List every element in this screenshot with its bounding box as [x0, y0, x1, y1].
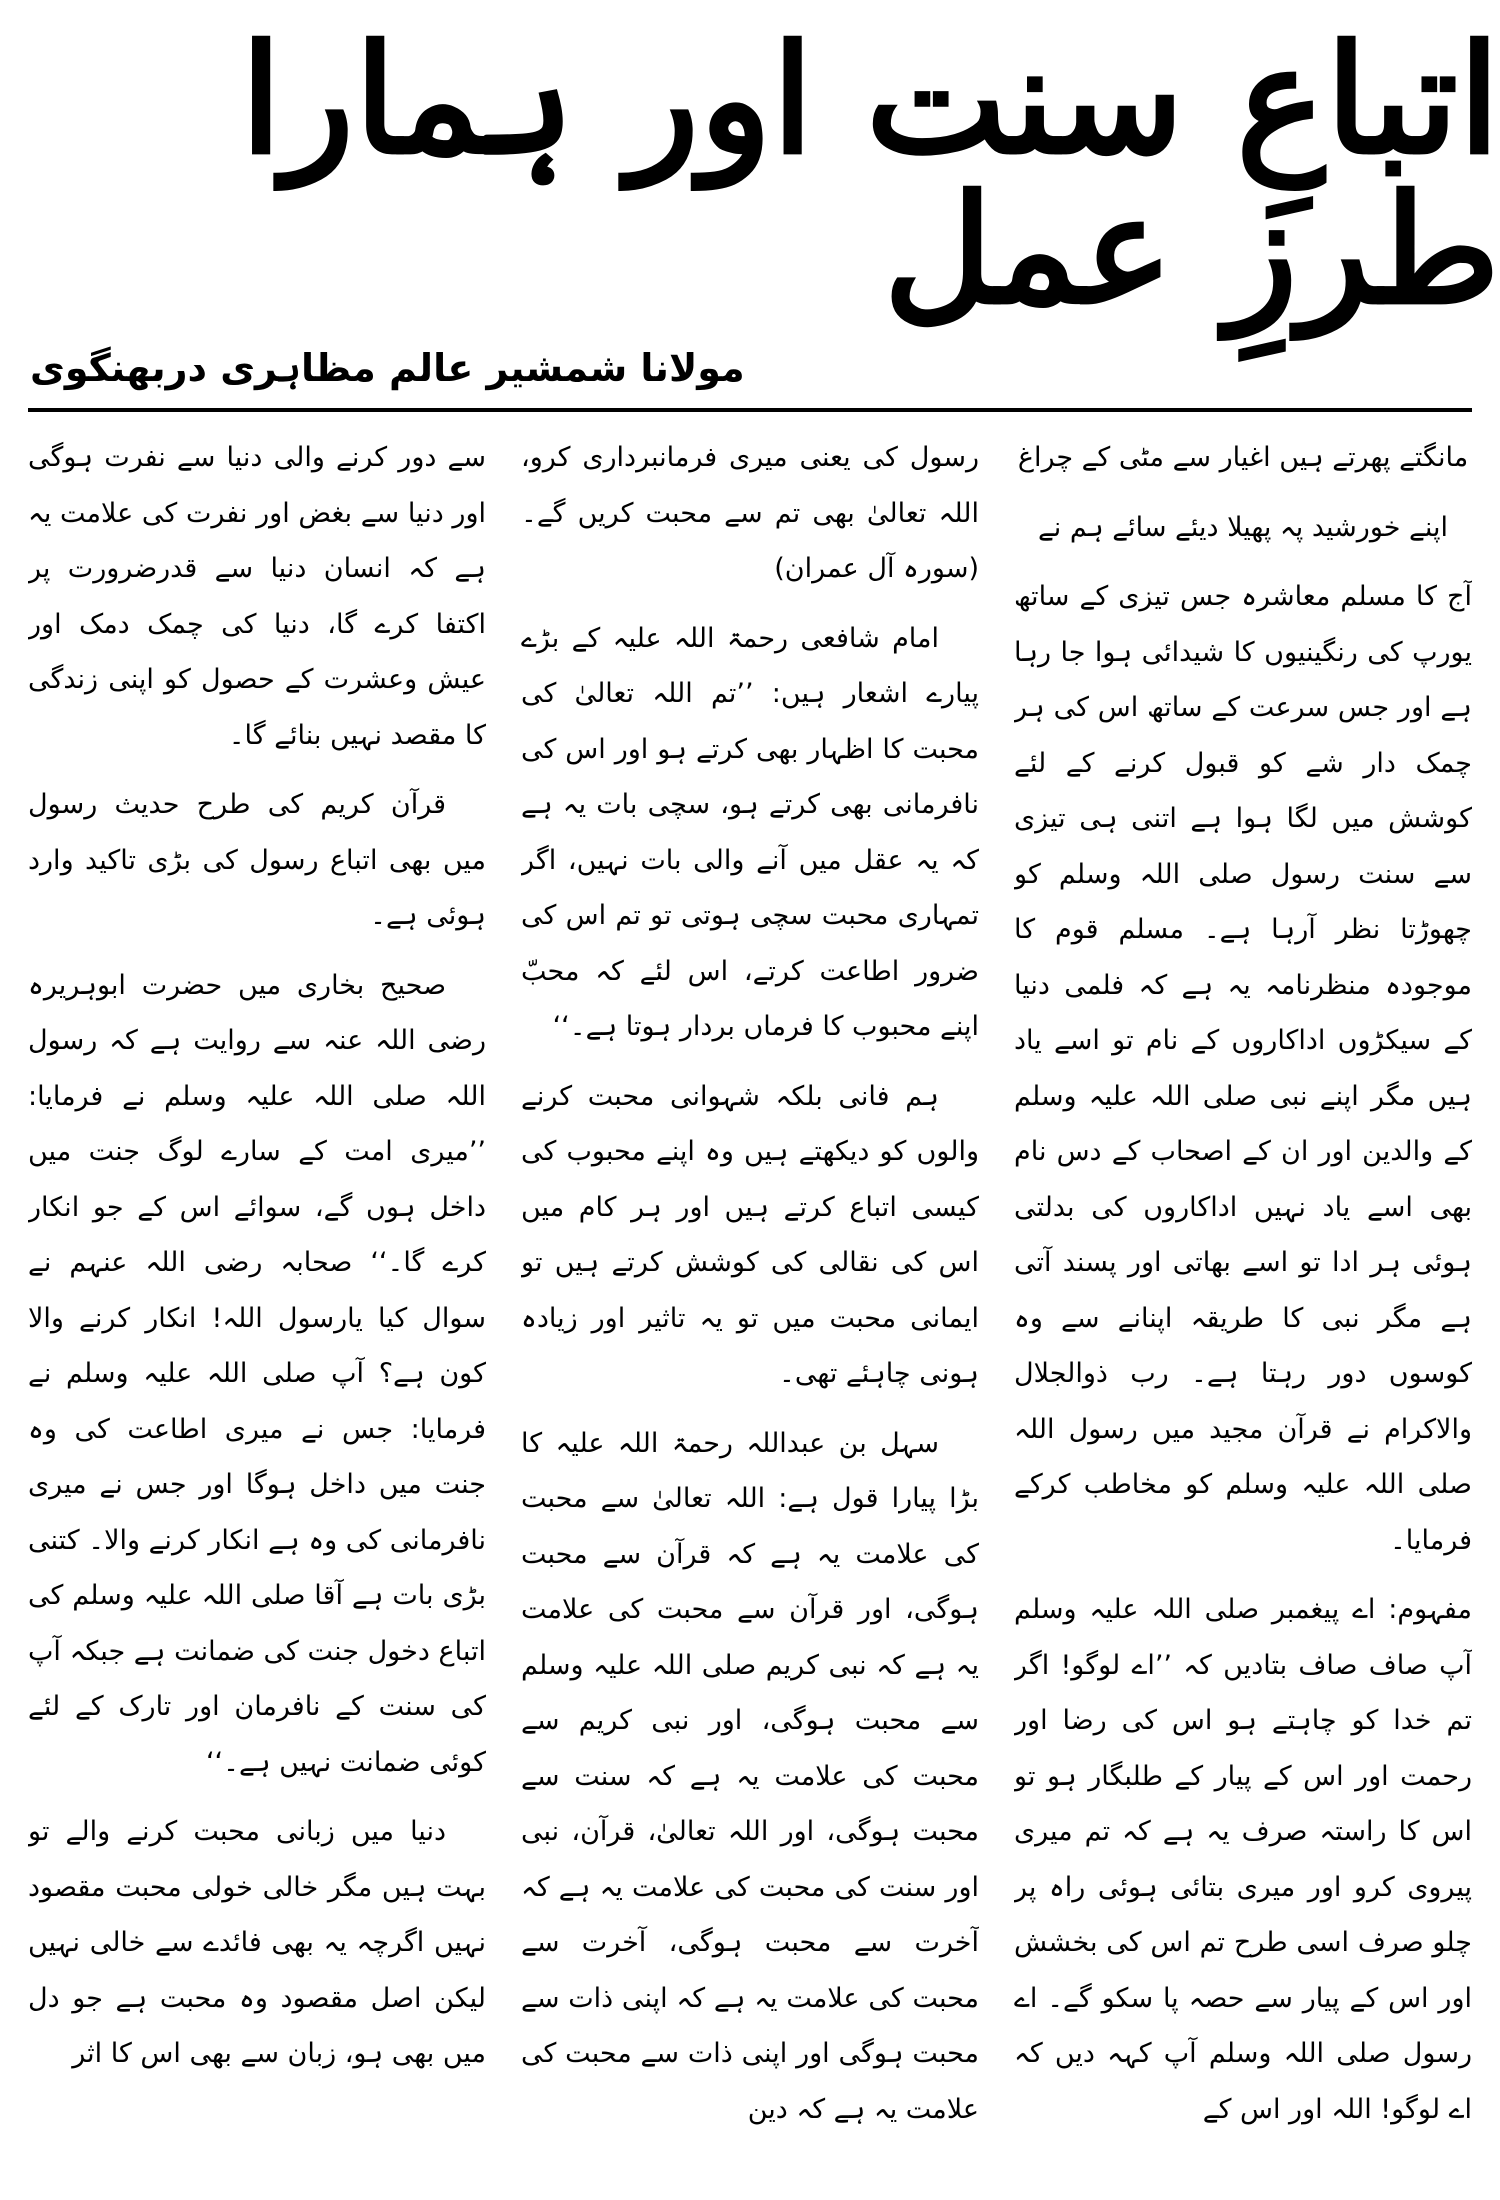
article-title: اتباعِ سنت اور ہمارا طرزِ عمل	[240, 12, 1500, 338]
paragraph: مفہوم: اے پیغمبر صلی اللہ علیہ وسلم آپ صاف صاف بتادیں کہ ’’اے لوگو! اگر تم خدا کو چاہتے ہو اس کی رضا اور رحمت اور اس کے پیار کے طلبگار ہو تو اس کا راستہ صرف یہ ہے کہ تم میری پیروی کرو اور میری بتائی ہوئی راہ پر چلو صرف اسی طرح تم اس کی بخشش اور اس کے پیار سے حصہ پا سکو گے۔ اے رسول صلی اللہ وسلم آپ کہہ دیں کہ اے لوگو! اللہ اور اس کے	[1014, 1594, 1472, 2125]
paragraph: آج کا مسلم معاشرہ جس تیزی کے ساتھ یورپ کی رنگینیوں کا شیدائی ہوا جا رہا ہے اور جس سرعت کے ساتھ اس کی ہر چمک دار شے کو قبول کرنے کے لئے کوشش میں لگا ہوا ہے اتنی ہی تیزی سے سنت رسول صلی اللہ وسلم کو چھوڑتا نظر آرہا ہے۔ مسلم قوم کا موجودہ منظرنامہ یہ ہے کہ فلمی دنیا کے سیکڑوں اداکاروں کے نام تو اسے یاد ہیں مگر اپنے نبی صلی اللہ علیہ وسلم کے والدین اور ان کے اصحاب کے دس نام بھی اسے یاد نہیں اداکاروں کی بدلتی ہوئی ہر ادا تو اسے بھاتی اور پسند آتی ہے مگر نبی کا طریقہ اپنانے سے وہ کوسوں دور رہتا ہے۔ رب ذوالجلال والاکرام نے قرآن مجید میں رسول اللہ صلی اللہ علیہ وسلم کو مخاطب کرکے فرمایا۔	[1014, 581, 1472, 1556]
author-name: مولانا شمشیر عالم مظاہری دربھنگوی	[30, 346, 745, 390]
verse-line: مانگتے پھرتے ہیں اغیار سے مٹی کے چراغ	[1017, 442, 1469, 473]
paragraph: امام شافعی رحمۃ اللہ علیہ کے بڑے پیارے اشعار ہیں: ’’تم اللہ تعالیٰ کی محبت کا اظہار بھی کرتے ہو اور اس کی نافرمانی بھی کرتے ہو، سچی بات یہ ہے کہ یہ عقل میں آنے والی بات نہیں، اگر تمہاری محبت سچی ہوتی تو تم اس کی ضرور اطاعت کرتے، اس لئے کہ محبّ اپنے محبوب کا فرماں بردار ہوتا ہے۔‘‘	[521, 622, 979, 1042]
paragraph: قرآن کریم کی طرح حدیث رسول میں بھی اتباع رسول کی بڑی تاکید وارد ہوئی ہے۔	[28, 789, 486, 931]
column-right	[1014, 430, 1472, 2180]
title-divider	[28, 408, 1472, 412]
paragraph: سہل بن عبداللہ رحمۃ اللہ علیہ کا بڑا پیارا قول ہے: اللہ تعالیٰ سے محبت کی علامت یہ ہے کہ قرآن سے محبت ہوگی، اور قرآن سے محبت کی علامت یہ ہے کہ نبی کریم صلی اللہ علیہ وسلم سے محبت ہوگی، اور نبی کریم سے محبت کی علامت یہ ہے کہ سنت سے محبت ہوگی، اور اللہ تعالیٰ، قرآن، نبی اور سنت کی محبت کی علامت یہ ہے کہ آخرت سے محبت ہوگی، آخرت سے محبت کی علامت یہ ہے کہ اپنی ذات سے محبت ہوگی اور اپنی ذات سے محبت کی علامت یہ ہے کہ دین	[521, 1427, 979, 2125]
verse-line: اپنے خورشید پہ پھیلا دیئے سائے ہم نے	[1037, 511, 1449, 543]
column-left	[28, 430, 486, 2180]
column-middle	[521, 430, 979, 2180]
paragraph: سے دور کرنے والی دنیا سے نفرت ہوگی اور دنیا سے بغض اور نفرت کی علامت یہ ہے کہ انسان دنیا سے قدرضرورت پر اکتفا کرے گا، دنیا کی چمک دمک اور عیش وعشرت کے حصول کو اپنی زندگی کا مقصد نہیں بنائے گا۔	[28, 442, 486, 751]
paragraph: رسول کی یعنی میری فرمانبرداری کرو، اللہ تعالیٰ بھی تم سے محبت کریں گے۔ (سورہ آل عمران)	[521, 442, 979, 584]
author-byline	[30, 338, 1470, 398]
paragraph: دنیا میں زبانی محبت کرنے والے تو بہت ہیں مگر خالی خولی محبت مقصود نہیں اگرچہ یہ بھی فائدے سے خالی نہیں لیکن اصل مقصود وہ محبت ہے جو دل میں بھی ہو، زبان سے بھی اس کا اثر	[28, 1816, 486, 2069]
article-columns	[28, 430, 1472, 2180]
paragraph: صحیح بخاری میں حضرت ابوہریرہ رضی اللہ عنہ سے روایت ہے کہ رسول اللہ صلی اللہ علیہ وسلم نے فرمایا: ’’میری امت کے سارے لوگ جنت میں داخل ہوں گے، سوائے اس کے جو انکار کرے گا۔‘‘ صحابہ رضی اللہ عنہم نے سوال کیا یارسول اللہ! انکار کرنے والا کون ہے؟ آپ صلی اللہ علیہ وسلم نے فرمایا: جس نے میری اطاعت کی وہ جنت میں داخل ہوگا اور جس نے میری نافرمانی کی وہ ہے انکار کرنے والا۔ کتنی بڑی بات ہے آقا صلی اللہ علیہ وسلم کی اتباع دخول جنت کی ضمانت ہے جبکہ آپ کی سنت کے نافرمان اور تارک کے لئے کوئی ضمانت نہیں ہے۔‘‘	[28, 969, 486, 1778]
paragraph: ہم فانی بلکہ شہوانی محبت کرنے والوں کو دیکھتے ہیں وہ اپنے محبوب کی کیسی اتباع کرتے ہیں اور ہر کام میں اس کی نقالی کی کوشش کرتے ہیں تو ایمانی محبت میں تو یہ تاثیر اور زیادہ ہونی چاہئے تھی۔	[521, 1080, 979, 1389]
